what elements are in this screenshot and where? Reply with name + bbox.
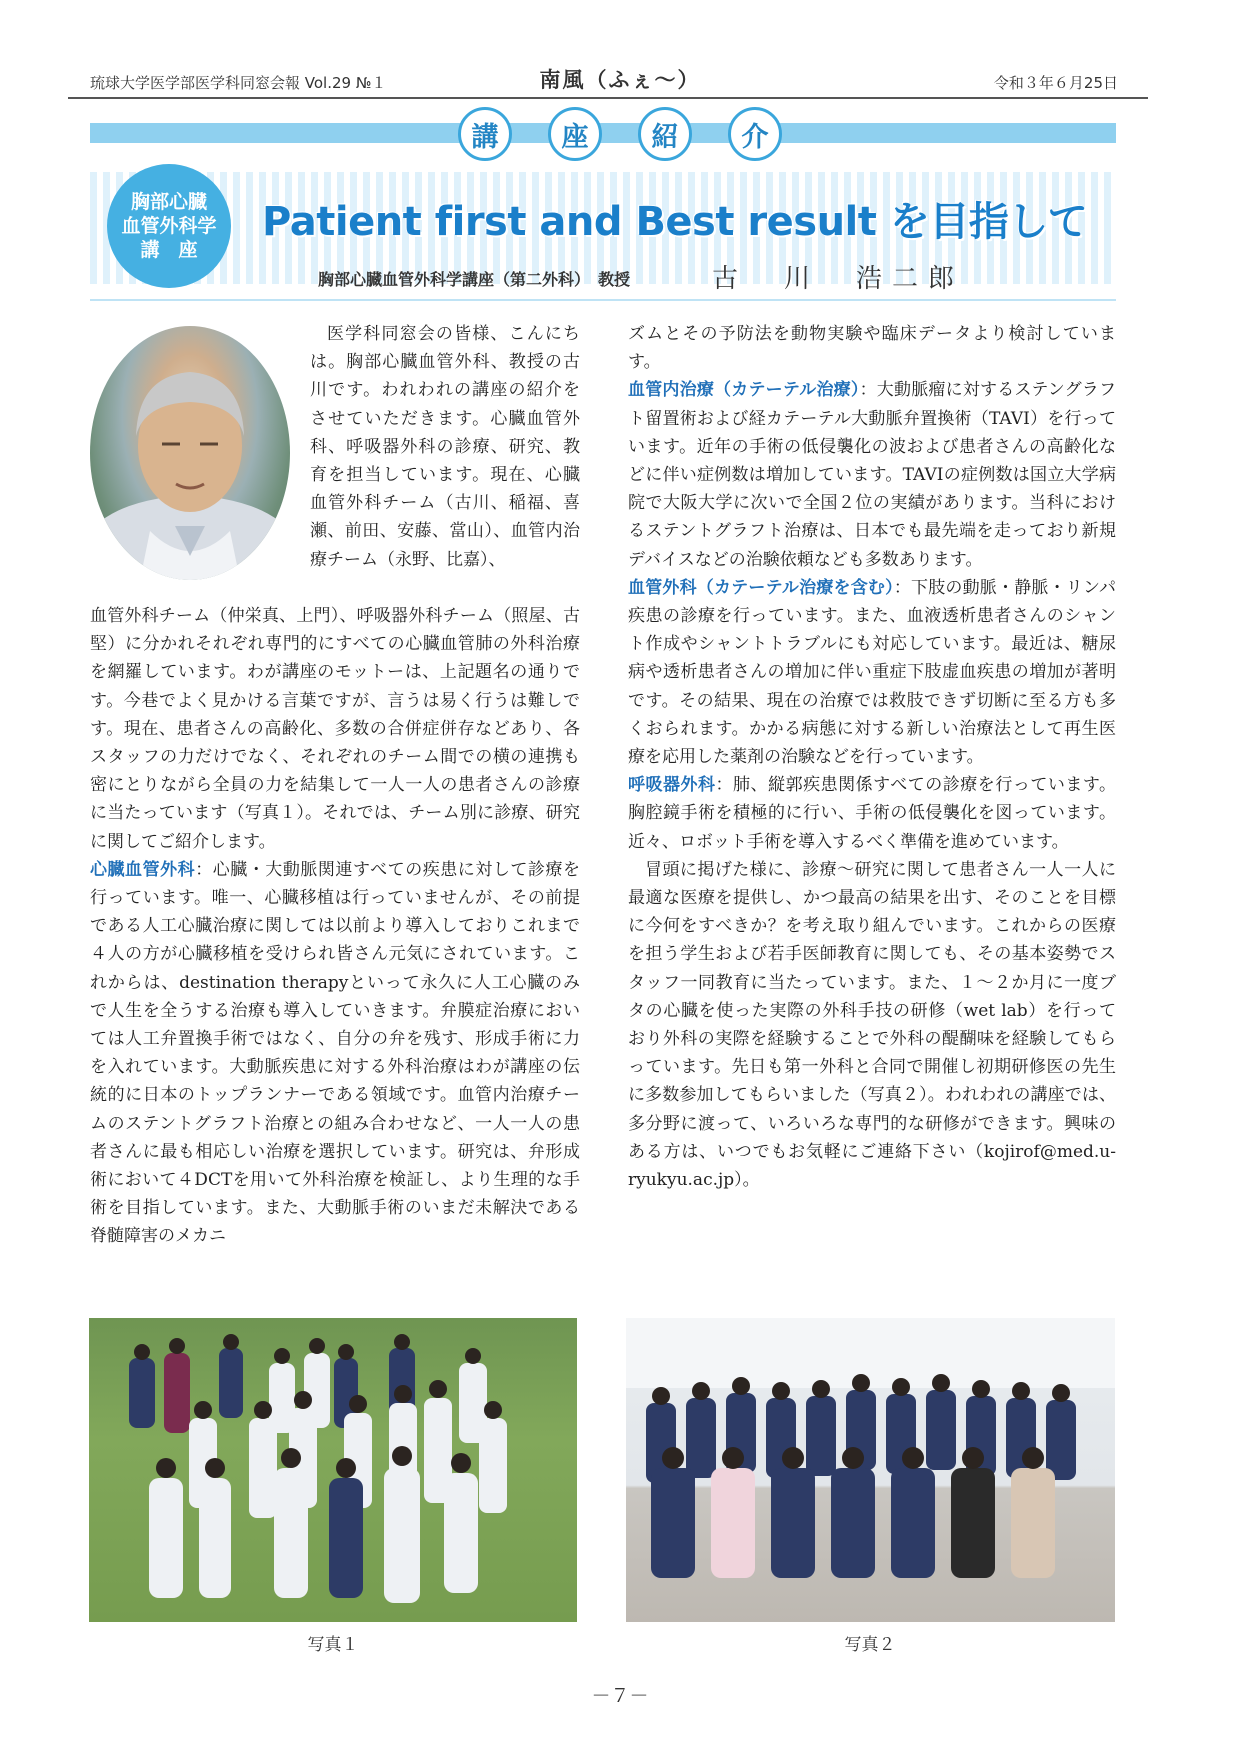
header-divider (68, 97, 1148, 99)
vascular-heading: 血管外科（カテーテル治療を含む） (628, 577, 894, 598)
team-photo-outdoor (89, 1318, 577, 1622)
respiratory-section (628, 771, 1116, 856)
badge-line: 血管外科学 (121, 215, 217, 237)
endovascular-text: ：大動脈瘤に対するステングラフト留置術および経カテーテル大動脈弁置換術（TAVI）を行っています。近年の手術の低侵襲化の波および患者さんの高齢化などに伴い症例数は増加しています。TAVIの症例数は国立大学病院で大阪大学に次いで全国２位の実績があります。当科におけるステントグラフト治療は、日本でも最先端を走っており新規デバイスなどの治験依頼なども多数あります。 (628, 380, 1116, 570)
newsletter-name: 南風（ふぇ～） (539, 67, 701, 92)
author-name: 古 川 浩二郎 (712, 264, 965, 294)
endovascular-section (628, 376, 1116, 573)
photo-caption-1: 写真１ (307, 1635, 359, 1655)
author-department: 胸部心臓血管外科学講座（第二外科） 教授 (318, 270, 631, 289)
vascular-section (628, 574, 1116, 771)
closing-paragraph: 冒頭に掲げた様に、診療～研究に関して患者さん一人一人に最適な医療を提供し、かつ最高の結果を出す、そのことを目標に今何をすべきか？を考え取り組んでいます。これからの医療を担う学生および若手医師教育に関しても、その基本姿勢でスタッフ一同教育に当たっています。また、１～２か月に一度ブタの心臓を使った実際の外科手技の研修（wet lab）を行っており外科の実際を経験することで外科の醍醐味を経験してもらっています。先日も第一外科と合同で開催し初期研修医の先生に多数参加してもらいました（写真２）。われわれの講座では、多分野に渡って、いろいろな専門的な研修ができます。興味のある方は、いつでもお気軽にご連絡下さい（kojirof@med.u-ryukyu.ac.jp）。 (628, 859, 1116, 1191)
cardiac-text: ：心臓・大動脈関連すべての疾患に対して診療を行っています。唯一、心臓移植は行っていませんが、その前提である人工心臓治療に関しては以前より導入しておりこれまで４人の方が心臓移植を受けられ皆さん元気にされています。これからは、destination therapyといって永久に人工心臓のみで人生を全うする治療も導入していきます。弁膜症治療においては人工弁置換手術ではなく、自分の弁を残す、形成手術に力を入れています。大動脈疾患に対する外科治療はわが講座の伝統的に日本のトップランナーである領域です。血管内治療チームのステントグラフト治療との組み合わせなど、一人一人の患者さんに最も相応しい治療を選択しています。研究は、弁形成術において４DCTを用いて外科治療を検証し、より生理的な手術を目指しています。また、大動脈手術のいまだ未解決である脊髄障害のメカニ (90, 859, 580, 1247)
cardiac-continued: ズムとその予防法を動物実験や臨床データより検討しています。 (628, 324, 1116, 373)
section-char: 座 (548, 107, 602, 161)
badge-line: 胸部心臓 (130, 191, 207, 213)
department-badge (107, 164, 231, 288)
respiratory-text: ：肺、縦郭疾患関係すべての診療を行っています。胸腔鏡手術を積極的に行い、手術の低侵襲化を図っています。近々、ロボット手術を導入するべく準備を進めています。 (628, 775, 1116, 852)
vascular-text: ：下肢の動脈・静脈・リンパ疾患の診療を行っています。また、血液透析患者さんのシャント作成やシャントトラブルにも対応しています。最近は、糖尿病や透析患者さんの増加に伴い重症下肢虚血疾患の増加が著明です。その結果、現在の治療では救肢できず切断に至る方も多くおられます。かかる病態に対する新しい治療法として再生医療を応用した薬剤の治験などを行っています。 (628, 577, 1116, 768)
section-char: 介 (728, 107, 782, 161)
badge-line: 講 座 (140, 239, 198, 261)
section-char: 紹 (638, 107, 692, 161)
author-divider (90, 299, 1116, 301)
left-column (90, 602, 580, 1251)
right-column (628, 320, 1116, 1194)
respiratory-heading: 呼吸器外科 (628, 775, 716, 796)
page-number: －７－ (591, 1685, 649, 1707)
intro-text: 医学科同窓会の皆様、こんにちは。胸部心臓血管外科、教授の古川です。われわれの講座の紹介をさせていただきます。心臓血管外科、呼吸器外科の診療、研究、教育を担当しています。現在、心臓血管外科チーム（古川、稲福、喜瀬、前田、安藤、當山）、血管内治療チーム（永野、比嘉）、 (310, 324, 580, 570)
issue-date: 令和３年６月25日 (993, 74, 1118, 92)
cardiac-heading: 心臓血管外科 (90, 859, 196, 880)
cardiac-section (90, 856, 580, 1251)
intro-paragraph (310, 320, 580, 574)
section-char: 講 (458, 107, 512, 161)
article-title: Patient first and Best result を目指して (262, 199, 1088, 245)
endovascular-heading: 血管内治療（カテーテル治療） (628, 380, 860, 401)
publication-title: 琉球大学医学部医学科同窓会報 Vol.29 №１ (90, 74, 387, 92)
author-portrait (90, 326, 290, 580)
intro-continued: 血管外科チーム（仲栄真、上門）、呼吸器外科チーム（照屋、古堅）に分かれそれぞれ専門的にすべての心臓血管肺の外科治療を網羅しています。わが講座のモットーは、上記題名の通りです。今巷でよく見かける言葉ですが、言うは易く行うは難しです。現在、患者さんの高齢化、多数の合併症併存などあり、各スタッフの力だけでなく、それぞれのチーム間での横の連携も密にとりながら全員の力を結集して一人一人の患者さんの診療に当たっています（写真１）。それでは、チーム別に診療、研究に関してご紹介します。 (90, 606, 580, 852)
training-photo-indoor (626, 1318, 1115, 1622)
section-heading (0, 107, 1240, 161)
photo-caption-2: 写真２ (844, 1635, 896, 1655)
